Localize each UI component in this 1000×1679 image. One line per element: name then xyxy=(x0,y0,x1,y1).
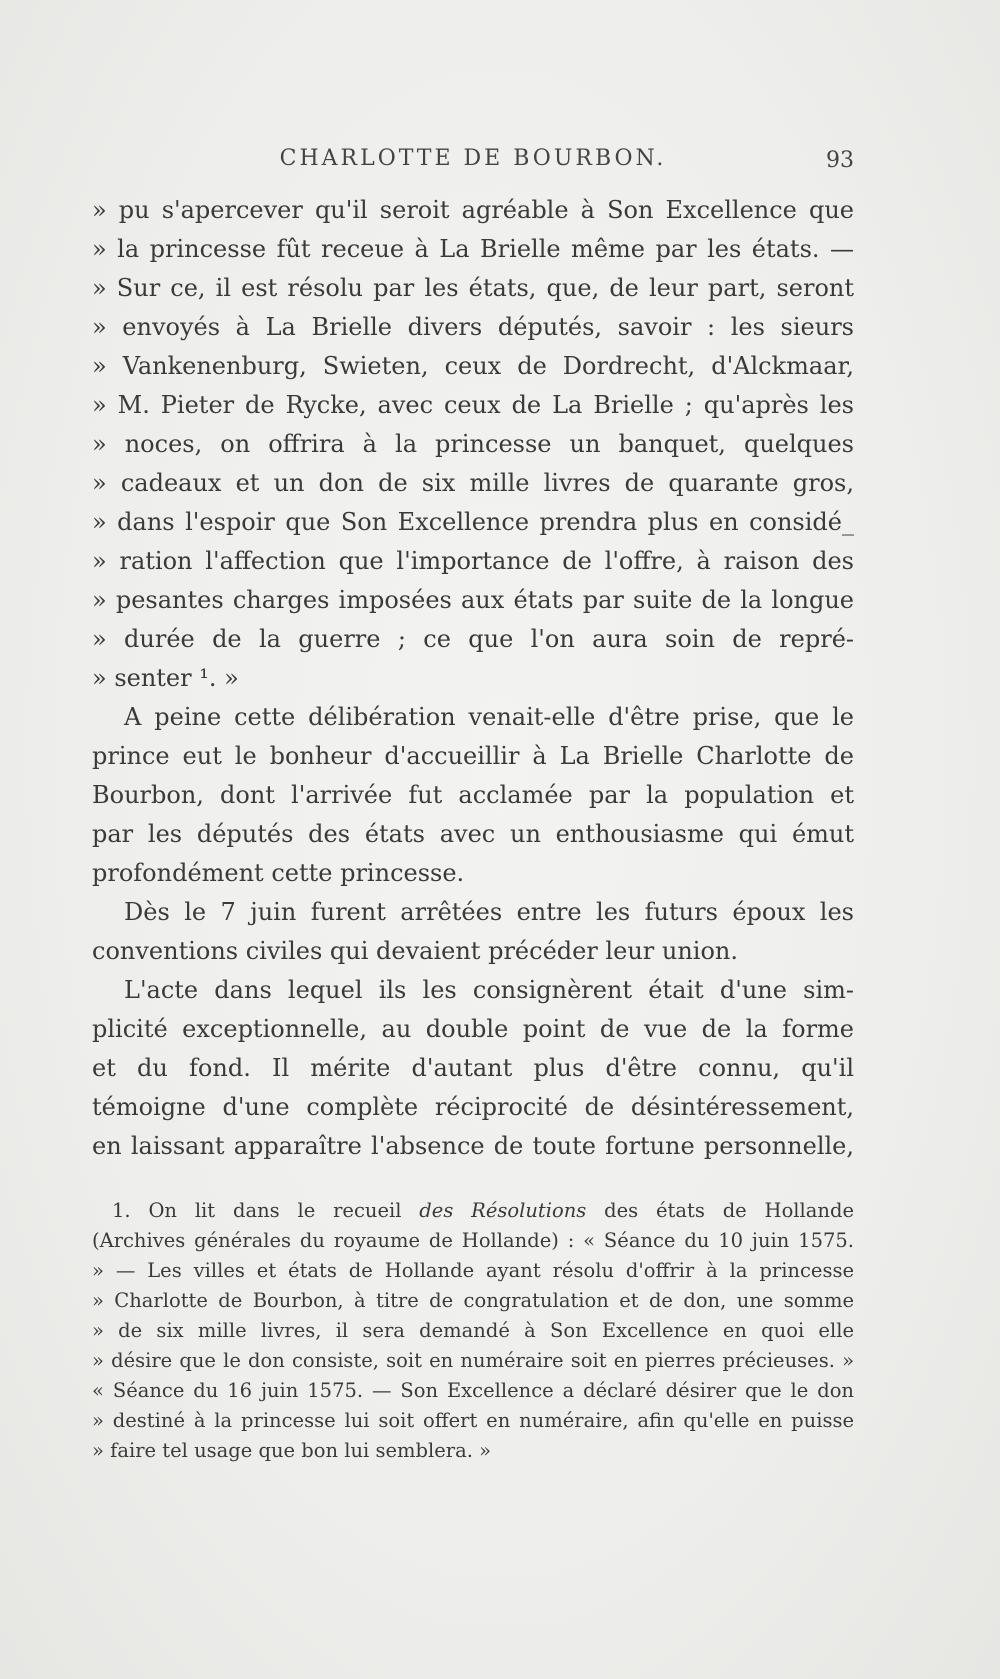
text-line: A peine cette délibération venait-elle d'être prise, que le xyxy=(124,703,854,731)
footnote-line: (Archives générales du royaume de Hollande) : « Séance du 10 juin 1575. xyxy=(92,1229,854,1252)
footnote-line: » faire tel usage que bon lui semblera. » xyxy=(92,1439,492,1462)
footnote-line: » de six mille livres, il sera demandé à Son Excellence en quoi elle xyxy=(92,1319,854,1342)
text-line: plicité exceptionnelle, au double point de vue de la forme xyxy=(92,1015,854,1043)
text-line: » senter ¹. » xyxy=(92,664,239,692)
text-line: » envoyés à La Brielle divers députés, savoir : les sieurs xyxy=(92,313,854,341)
text-line: » Sur ce, il est résolu par les états, que, de leur part, seront xyxy=(92,274,854,302)
text-line: prince eut le bonheur d'accueillir à La Brielle Charlotte de xyxy=(92,742,854,770)
text-line: » durée de la guerre ; ce que l'on aura soin de repré- xyxy=(92,625,854,653)
text-line: Bourbon, dont l'arrivée fut acclamée par la population et xyxy=(92,781,854,809)
running-head xyxy=(92,146,854,178)
footnote-text: des états de Hollande xyxy=(586,1199,854,1222)
footnote-line: » destiné à la princesse lui soit offert en numéraire, afin qu'elle en puisse xyxy=(92,1409,854,1432)
footnote-line: » Charlotte de Bourbon, à titre de congratulation et de don, une somme xyxy=(92,1289,854,1312)
text-line: » Vankenenburg, Swieten, ceux de Dordrecht, d'Alckmaar, xyxy=(92,352,854,380)
text-line: » dans l'espoir que Son Excellence prendra plus en considé_ xyxy=(92,508,854,536)
text-line: profondément cette princesse. xyxy=(92,859,465,887)
text-line: en laissant apparaître l'absence de toute fortune personnelle, xyxy=(92,1132,854,1160)
text-line: » M. Pieter de Rycke, avec ceux de La Brielle ; qu'après les xyxy=(92,391,854,419)
running-title: CHARLOTTE DE BOURBON. xyxy=(279,146,667,171)
footnote-text: 1. On lit dans le recueil xyxy=(112,1199,420,1222)
page-number: 93 xyxy=(826,148,854,173)
footnotes xyxy=(92,1196,854,1466)
text-line: témoigne d'une complète réciprocité de désintéressement, xyxy=(92,1093,854,1121)
footnote-line: « Séance du 16 juin 1575. — Son Excellence a déclaré désirer que le don xyxy=(92,1379,854,1402)
text-line: et du fond. Il mérite d'autant plus d'être connu, qu'il xyxy=(92,1054,854,1082)
text-line: » pesantes charges imposées aux états par suite de la longue xyxy=(92,586,854,614)
text-line: » pu s'apercever qu'il seroit agréable à Son Excellence que xyxy=(92,196,854,224)
text-line: » noces, on offrira à la princesse un banquet, quelques xyxy=(92,430,854,458)
body-text xyxy=(92,191,854,1166)
footnote-line: » désire que le don consiste, soit en numéraire soit en pierres précieuses. » xyxy=(92,1349,854,1372)
text-line: » la princesse fût receue à La Brielle même par les états. — xyxy=(92,235,854,263)
footnote-line: » — Les villes et états de Hollande ayant résolu d'offrir à la princesse xyxy=(92,1259,854,1282)
text-line: » ration l'affection que l'importance de l'offre, à raison des xyxy=(92,547,854,575)
text-line: » cadeaux et un don de six mille livres de quarante gros, xyxy=(92,469,854,497)
text-line: par les députés des états avec un enthousiasme qui émut xyxy=(92,820,854,848)
text-line: L'acte dans lequel ils les consignèrent était d'une sim- xyxy=(124,976,854,1004)
text-line: conventions civiles qui devaient précéder leur union. xyxy=(92,937,738,965)
text-line: Dès le 7 juin furent arrêtées entre les futurs époux les xyxy=(124,898,854,926)
footnote-source-title: des Résolutions xyxy=(419,1199,587,1222)
footnote-line xyxy=(92,1196,854,1226)
